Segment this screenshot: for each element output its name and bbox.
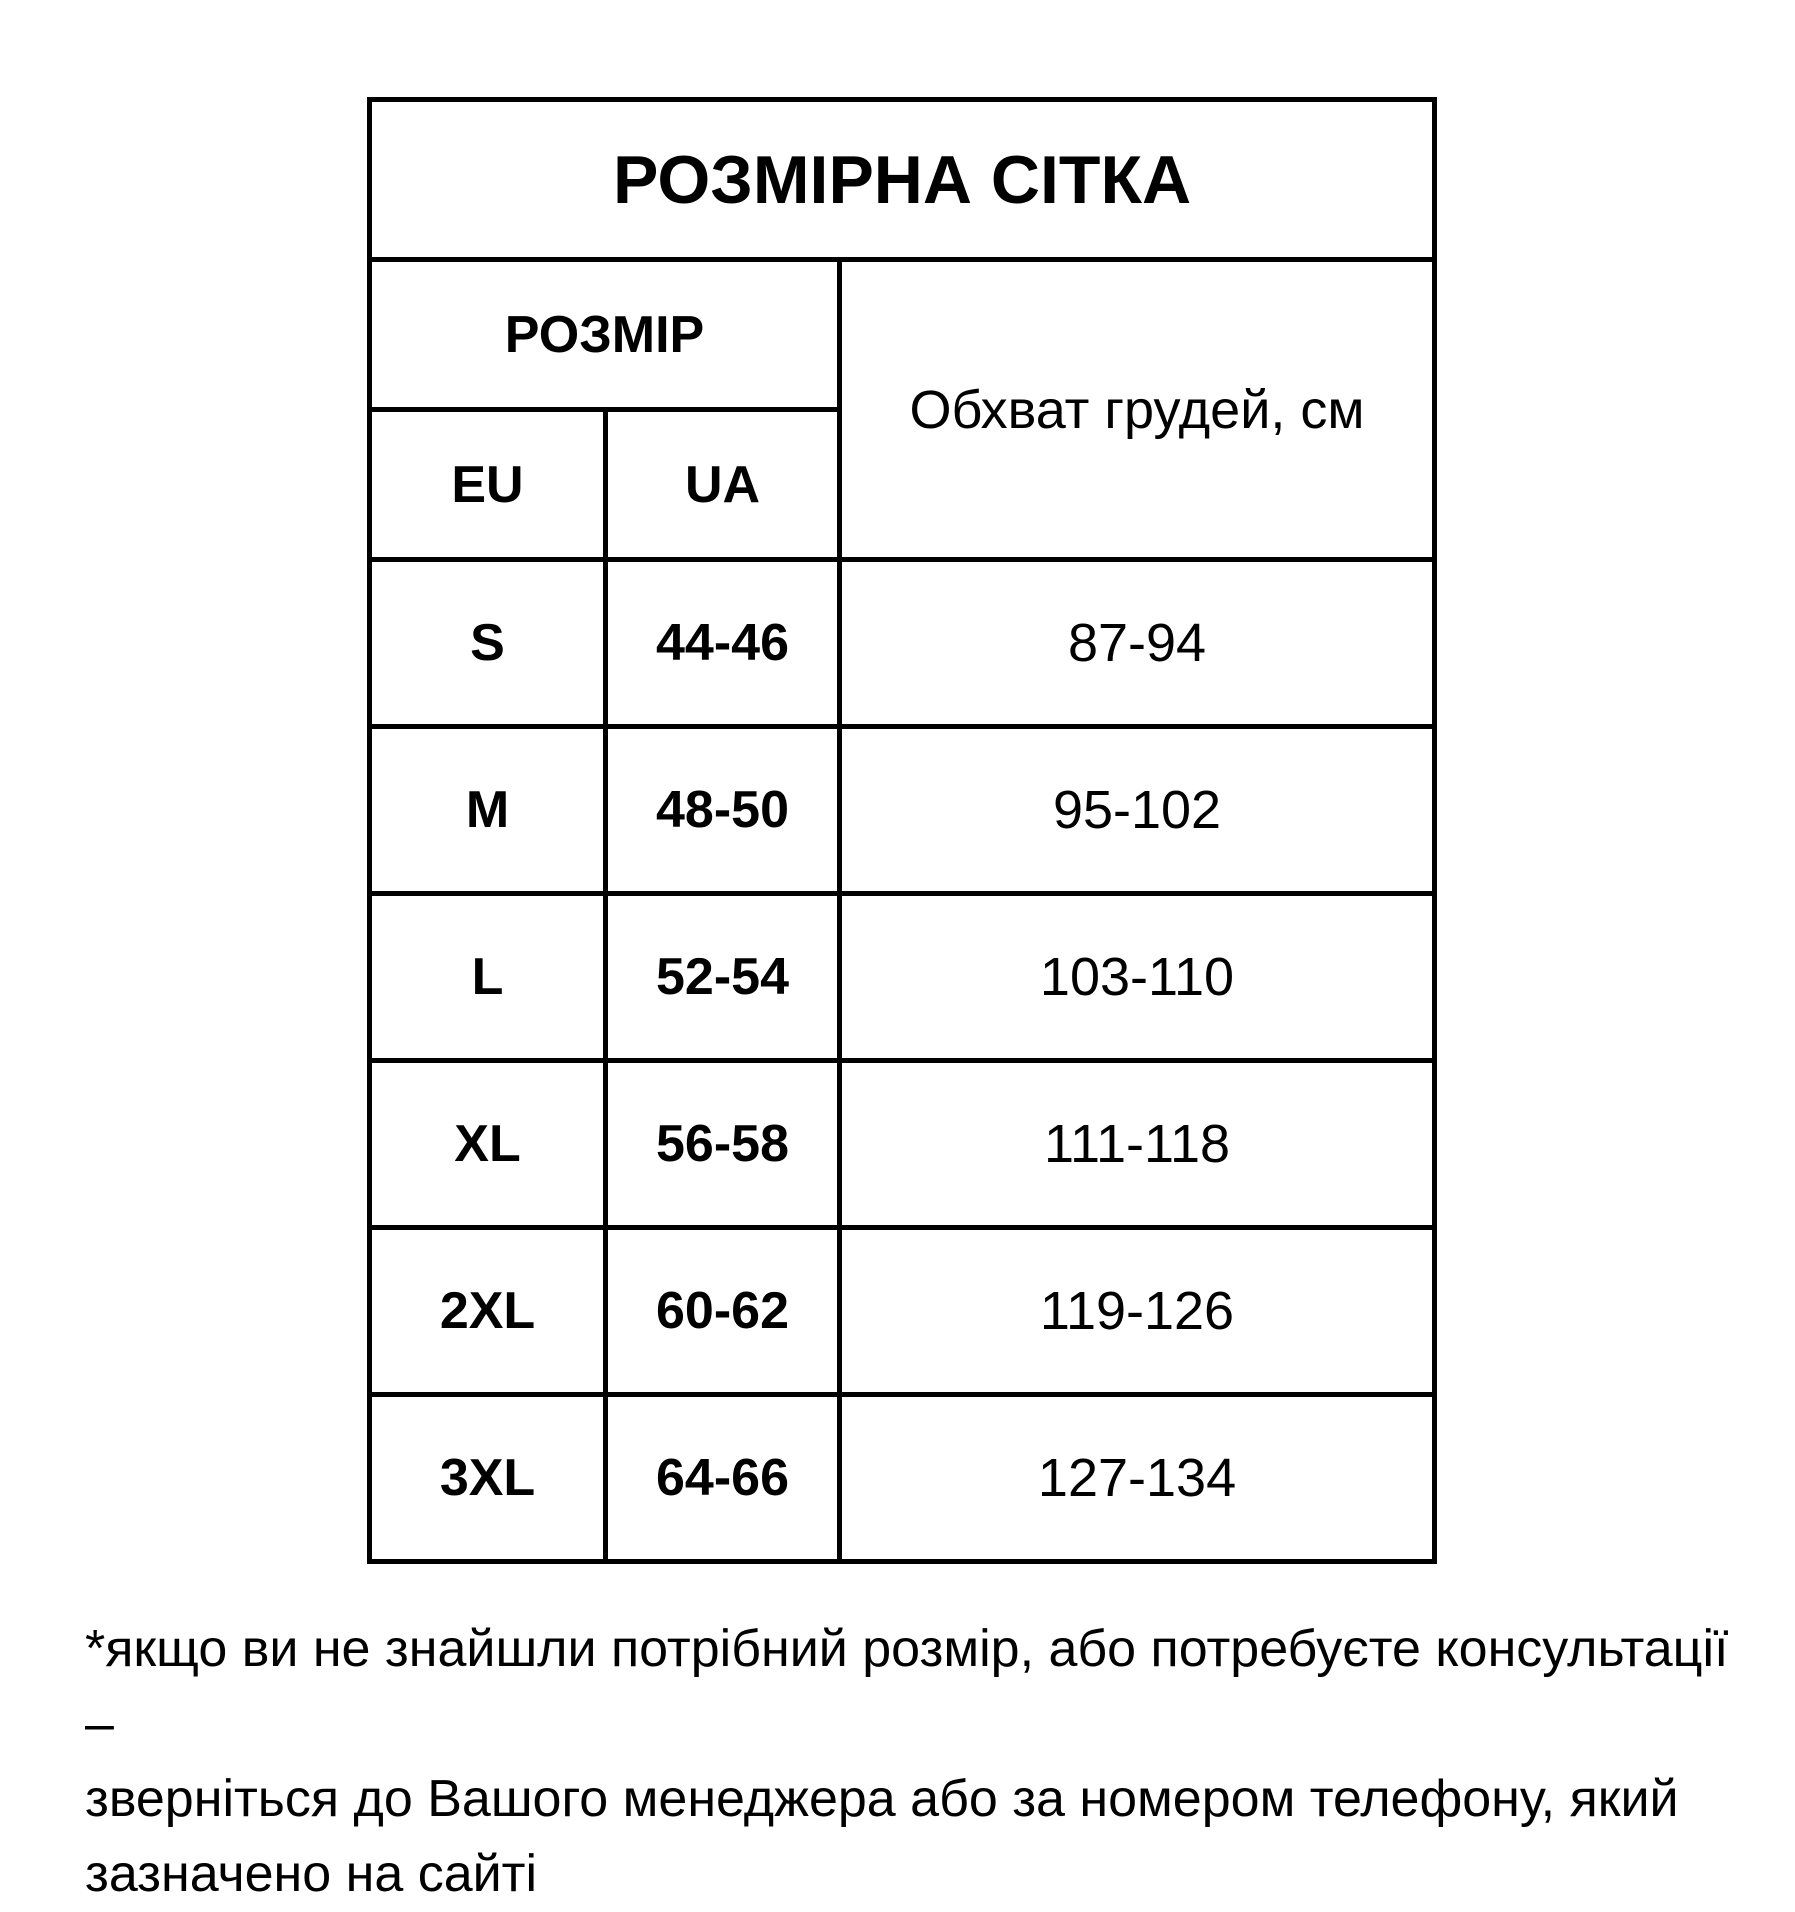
chest-range-value: 111-118: [840, 1061, 1435, 1228]
chest-range-value: 127-134: [840, 1395, 1435, 1562]
chest-range-value: 103-110: [840, 894, 1435, 1061]
table-row-s: [370, 560, 1435, 727]
size-group-header: РОЗМІР: [370, 260, 840, 410]
eu-column-header: EU: [370, 410, 606, 560]
eu-size-value: M: [370, 727, 606, 894]
table-row-xl: [370, 1061, 1435, 1228]
eu-size-value: 3XL: [370, 1395, 606, 1562]
size-chart-table: [367, 97, 1437, 1564]
eu-size-value: 2XL: [370, 1228, 606, 1395]
ua-size-value: 52-54: [606, 894, 840, 1061]
header-row-size: [370, 260, 1435, 410]
footnote-line-2: зверніться до Вашого менеджера або за номером телефону, який: [85, 1770, 1679, 1828]
table-row-l: [370, 894, 1435, 1061]
chest-column-header: Обхват грудей, см: [840, 260, 1435, 560]
footnote: [85, 1612, 1745, 1912]
chest-range-value: 95-102: [840, 727, 1435, 894]
eu-size-value: L: [370, 894, 606, 1061]
ua-size-value: 60-62: [606, 1228, 840, 1395]
footnote-line-1: *якщо ви не знайшли потрібний розмір, або потребуєте консультації –: [85, 1620, 1729, 1753]
title-row: [370, 100, 1435, 260]
table-row-3xl: [370, 1395, 1435, 1562]
eu-size-value: XL: [370, 1061, 606, 1228]
ua-size-value: 56-58: [606, 1061, 840, 1228]
table-row-2xl: [370, 1228, 1435, 1395]
chest-range-value: 87-94: [840, 560, 1435, 727]
eu-size-value: S: [370, 560, 606, 727]
page-title: РОЗМІРНА СІТКА: [370, 100, 1435, 260]
ua-size-value: 64-66: [606, 1395, 840, 1562]
footnote-line-3: зазначено на сайті: [85, 1845, 538, 1903]
chest-range-value: 119-126: [840, 1228, 1435, 1395]
ua-column-header: UA: [606, 410, 840, 560]
ua-size-value: 48-50: [606, 727, 840, 894]
ua-size-value: 44-46: [606, 560, 840, 727]
table-row-m: [370, 727, 1435, 894]
